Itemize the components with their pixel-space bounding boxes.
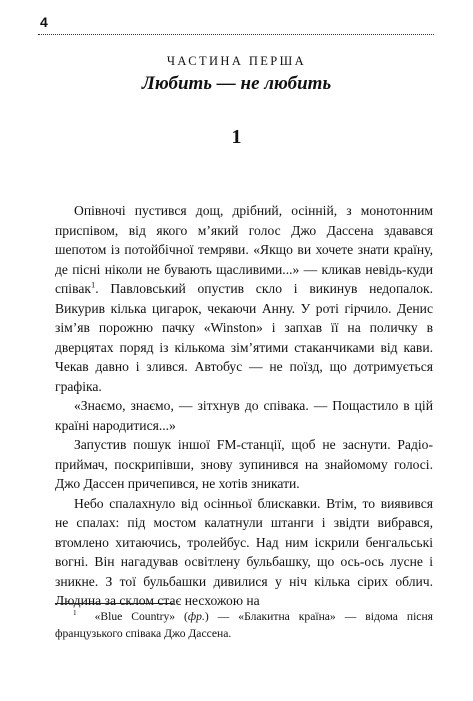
paragraph-1 xyxy=(55,201,433,396)
paragraph-3: Запустив пошук іншої FM-станції, щоб не заснути. Радіоприймач, поскрипівши, знову зупинився на знайомому голосі. Джо Дассен причепився, не хотів зникати. xyxy=(55,437,433,491)
footnote-song: «Blue Country» xyxy=(94,610,176,623)
header-dotted-rule xyxy=(38,34,434,35)
footnote-rule xyxy=(55,603,173,604)
footnote-mark: 1 xyxy=(73,609,77,618)
body-text xyxy=(55,201,433,611)
paragraph-1-part-2: . Павловський опустив скло і викинув недопалок. Викурив кілька цигарок, чекаючи Анну. У роті гірчило. Денис зім’яв порожню пачку «Winston» і запхав її на поличку в дверцятах поряд із кількома зім’ятими стаканчиками від кави. Чекав давно і злився. Автобус — не поїзд, що дотримується графіка. xyxy=(55,281,433,394)
section-number: 1 xyxy=(231,126,242,148)
paragraph-4: Небо спалахнуло від осінньої блискавки. Втім, то виявився не спалах: під мостом калатнули штанги і звідти вибрався, втомлено хитаючись, тролейбус. Над ним іскрили бенгальські вогні. Він нагадував освітлену бульбашку, що ось-ось лусне і зникне. З тої бульбашки дивилися у ніч кілька сірих облич. Людина за склом стає несхожою на xyxy=(55,495,433,608)
footnote-lang: фр. xyxy=(187,610,205,623)
chapter-title: Любить — не любить xyxy=(141,73,332,94)
footnote-rest: — «Блакитна країна» — відома пісня французького співака Джо Дассена. xyxy=(55,610,433,640)
paragraph-2: «Знаємо, знаємо, — зітхнув до співака. — Пощастило в цій країні народитися...» xyxy=(55,398,433,433)
page-number: 4 xyxy=(40,14,48,30)
footnote-text: $^1$ «Blue Country» (фр.) — «Блакитна країна» — відома пісня французького співака Джо Дассена. xyxy=(55,609,433,640)
paragraph-1-part-1: Опівночі пустився дощ, дрібний, осінній, з монотонним приспівом, від якого м’який голос Джо Дассена здавався шепотом із потойбічної темряви. «Якщо ви хочете знати країну, де пісні ніколи не бувають щасливими...» — кликав невідь-куди співак xyxy=(55,203,433,296)
part-label: ЧАСТИНА ПЕРША xyxy=(166,54,307,68)
footnote-ref: 1 xyxy=(90,279,96,290)
footnote xyxy=(55,608,433,642)
